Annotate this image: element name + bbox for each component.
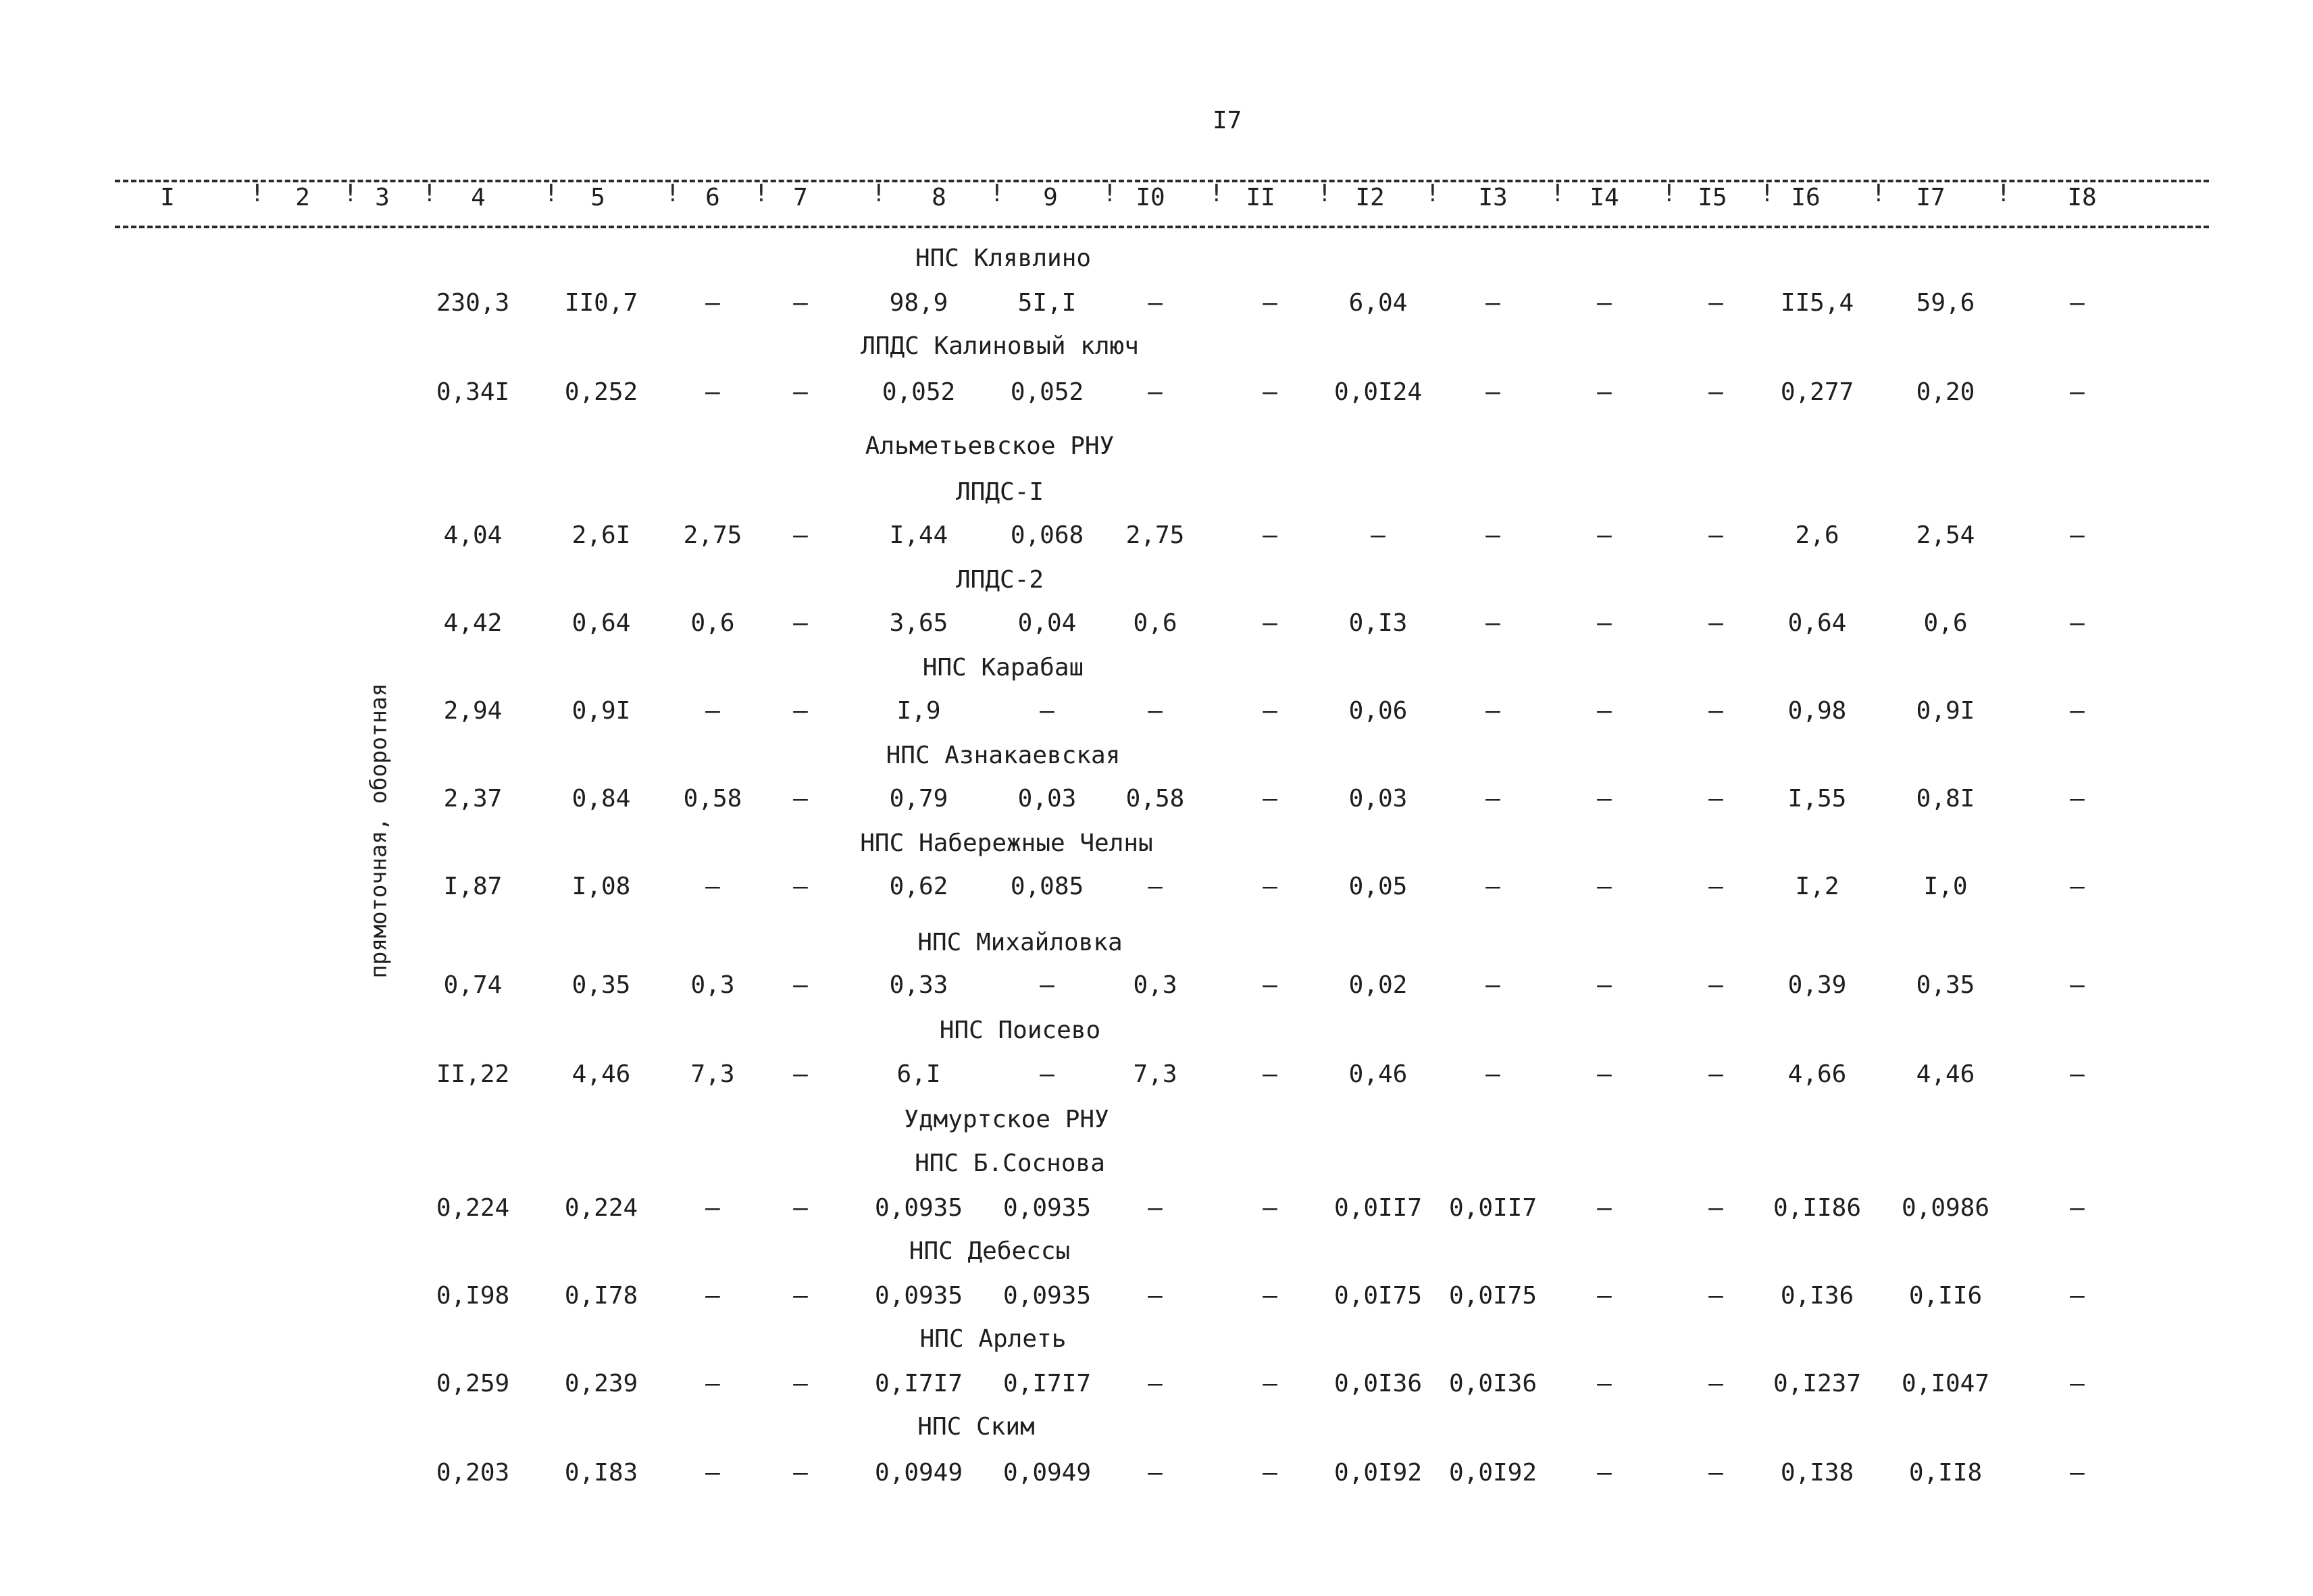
table-cell: – — [793, 873, 808, 900]
page-number: I7 — [1213, 107, 1242, 134]
table-cell: – — [1148, 1194, 1163, 1222]
table-cell: – — [1148, 1459, 1163, 1487]
table-cell: 2,6I — [571, 521, 631, 549]
table-cell: 230,3 — [436, 289, 510, 317]
section-title: НПС Поисево — [939, 1016, 1101, 1044]
column-header: 2 — [295, 184, 310, 211]
section-title: НПС Михайловка — [917, 929, 1123, 956]
table-cell: 0,9I — [1916, 697, 1975, 725]
table-cell: – — [1263, 1370, 1277, 1397]
table-cell: 0,03 — [1017, 785, 1077, 813]
table-cell: – — [705, 873, 720, 900]
table-cell: – — [1263, 289, 1277, 317]
table-cell: – — [1597, 1194, 1612, 1222]
section-title: НПС Набережные Челны — [860, 829, 1153, 857]
table-cell: 0,I83 — [564, 1459, 638, 1487]
table-cell: – — [1485, 697, 1500, 725]
table-cell: II5,4 — [1780, 289, 1854, 317]
table-cell: II,22 — [436, 1060, 510, 1088]
table-cell: – — [1708, 1459, 1723, 1487]
header-bottom-rule — [115, 226, 2209, 228]
table-cell: – — [1485, 785, 1500, 813]
table-cell: 0,252 — [564, 378, 638, 406]
table-cell: 0,58 — [1125, 785, 1185, 813]
column-header: 6 — [705, 184, 720, 211]
table-cell: – — [793, 521, 808, 549]
column-header: I5 — [1698, 184, 1727, 211]
table-cell: – — [1148, 1282, 1163, 1310]
table-cell: 0,239 — [564, 1370, 638, 1397]
table-cell: 4,42 — [443, 609, 503, 637]
table-cell: – — [1708, 1282, 1723, 1310]
table-cell: – — [1597, 873, 1612, 900]
table-cell: – — [2070, 971, 2085, 999]
table-cell: – — [1485, 971, 1500, 999]
table-cell: 0,64 — [571, 609, 631, 637]
table-cell: – — [1040, 971, 1054, 999]
column-header: I — [160, 184, 175, 211]
table-cell: – — [1597, 785, 1612, 813]
table-cell: 4,46 — [1916, 1060, 1975, 1088]
table-cell: 0,I047 — [1901, 1370, 1990, 1397]
column-separator: ! — [1871, 180, 1886, 207]
column-header: 5 — [590, 184, 605, 211]
table-cell: 0,0I24 — [1333, 378, 1423, 406]
table-cell: 0,0935 — [874, 1194, 963, 1222]
table-cell: – — [793, 1370, 808, 1397]
table-cell: – — [1263, 1060, 1277, 1088]
table-cell: 0,34I — [436, 378, 510, 406]
column-separator: ! — [343, 180, 358, 207]
table-cell: – — [1708, 1370, 1723, 1397]
column-header: II — [1246, 184, 1275, 211]
table-cell: 0,35 — [571, 971, 631, 999]
table-cell: – — [1263, 697, 1277, 725]
table-cell: 0,0986 — [1901, 1194, 1990, 1222]
table-cell: 2,75 — [683, 521, 742, 549]
table-cell: – — [793, 971, 808, 999]
column-separator: ! — [754, 180, 769, 207]
table-cell: 0,0I36 — [1333, 1370, 1423, 1397]
table-cell: 5I,I — [1017, 289, 1077, 317]
column-separator: ! — [1996, 180, 2011, 207]
table-cell: 0,58 — [683, 785, 742, 813]
table-cell: – — [2070, 1459, 2085, 1487]
table-cell: – — [1708, 873, 1723, 900]
table-cell: – — [1148, 1370, 1163, 1397]
table-cell: – — [793, 697, 808, 725]
table-cell: 0,35 — [1916, 971, 1975, 999]
table-cell: 98,9 — [889, 289, 948, 317]
table-cell: 0,0II7 — [1448, 1194, 1537, 1222]
table-cell: – — [793, 289, 808, 317]
table-cell: – — [1597, 1459, 1612, 1487]
table-cell: 0,085 — [1010, 873, 1084, 900]
table-cell: – — [705, 1282, 720, 1310]
table-cell: 0,0I75 — [1448, 1282, 1537, 1310]
table-cell: – — [1708, 1060, 1723, 1088]
table-cell: 0,0949 — [874, 1459, 963, 1487]
table-cell: – — [1597, 609, 1612, 637]
column-header: 3 — [375, 184, 390, 211]
table-cell: – — [1148, 289, 1163, 317]
table-cell: – — [1485, 1060, 1500, 1088]
column-separator: ! — [422, 180, 437, 207]
section-title: ЛПДС Калиновый ключ — [861, 332, 1139, 360]
table-cell: 0,74 — [443, 971, 503, 999]
table-cell: – — [1597, 289, 1612, 317]
table-cell: – — [2070, 1194, 2085, 1222]
table-cell: – — [1263, 785, 1277, 813]
table-cell: 0,II8 — [1908, 1459, 1983, 1487]
table-cell: 0,224 — [436, 1194, 510, 1222]
table-cell: 0,052 — [1010, 378, 1084, 406]
section-title: НПС Азнакаевская — [886, 742, 1121, 769]
table-cell: I,55 — [1787, 785, 1847, 813]
table-cell: – — [1263, 971, 1277, 999]
table-cell: 0,05 — [1348, 873, 1408, 900]
table-cell: – — [793, 378, 808, 406]
section-title: НПС Дебессы — [909, 1237, 1071, 1265]
table-cell: 0,I7I7 — [874, 1370, 963, 1397]
table-cell: – — [2070, 378, 2085, 406]
table-cell: – — [1263, 1282, 1277, 1310]
table-cell: 2,75 — [1125, 521, 1185, 549]
table-cell: 0,8I — [1916, 785, 1975, 813]
table-cell: 0,0949 — [1002, 1459, 1092, 1487]
table-cell: – — [705, 378, 720, 406]
table-cell: 4,46 — [571, 1060, 631, 1088]
table-cell: – — [2070, 873, 2085, 900]
table-cell: – — [1597, 1060, 1612, 1088]
table-cell: – — [793, 1194, 808, 1222]
table-cell: – — [1148, 697, 1163, 725]
table-cell: – — [1708, 289, 1723, 317]
table-cell: 0,64 — [1787, 609, 1847, 637]
column-header: I0 — [1136, 184, 1165, 211]
table-cell: – — [1148, 873, 1163, 900]
column-separator: ! — [544, 180, 559, 207]
table-cell: – — [2070, 609, 2085, 637]
table-cell: – — [1485, 873, 1500, 900]
table-cell: 2,54 — [1916, 521, 1975, 549]
table-cell: 0,6 — [1923, 609, 1968, 637]
table-cell: 0,I237 — [1773, 1370, 1862, 1397]
section-title: НПС Карабаш — [922, 654, 1084, 681]
table-cell: – — [2070, 697, 2085, 725]
table-cell: – — [1597, 1282, 1612, 1310]
column-header: 7 — [793, 184, 808, 211]
table-cell: 0,277 — [1780, 378, 1854, 406]
column-separator: ! — [1662, 180, 1677, 207]
table-cell: – — [793, 785, 808, 813]
table-cell: 0,04 — [1017, 609, 1077, 637]
table-cell: – — [1597, 378, 1612, 406]
table-cell: 0,203 — [436, 1459, 510, 1487]
table-cell: – — [1708, 785, 1723, 813]
table-cell: 6,I — [896, 1060, 941, 1088]
table-cell: I,87 — [443, 873, 503, 900]
table-cell: 0,I98 — [436, 1282, 510, 1310]
table-cell: 0,I7I7 — [1002, 1370, 1092, 1397]
table-cell: – — [1148, 378, 1163, 406]
table-cell: – — [1708, 521, 1723, 549]
column-header: I6 — [1791, 184, 1821, 211]
table-cell: 0,0935 — [1002, 1194, 1092, 1222]
table-cell: – — [793, 1282, 808, 1310]
column-header: I2 — [1355, 184, 1385, 211]
section-title: НПС Арлеть — [919, 1325, 1067, 1353]
table-cell: – — [1485, 378, 1500, 406]
table-cell: 0,33 — [889, 971, 948, 999]
column-separator: ! — [1550, 180, 1565, 207]
table-cell: – — [1708, 378, 1723, 406]
table-cell: 7,3 — [1133, 1060, 1177, 1088]
table-cell: 0,3 — [690, 971, 735, 999]
table-cell: 0,I3 — [1348, 609, 1408, 637]
table-cell: – — [1040, 697, 1054, 725]
column-separator: ! — [1317, 180, 1332, 207]
table-cell: 0,068 — [1010, 521, 1084, 549]
table-cell: 0,6 — [1133, 609, 1177, 637]
table-cell: – — [793, 1459, 808, 1487]
table-cell: 0,0II7 — [1333, 1194, 1423, 1222]
table-cell: – — [1708, 697, 1723, 725]
column-header: I3 — [1478, 184, 1508, 211]
table-cell: II0,7 — [564, 289, 638, 317]
column-separator: ! — [1760, 180, 1775, 207]
table-cell: 0,03 — [1348, 785, 1408, 813]
table-cell: 0,46 — [1348, 1060, 1408, 1088]
section-title: НПС Ским — [917, 1413, 1035, 1441]
table-cell: – — [705, 289, 720, 317]
table-cell: – — [1263, 1459, 1277, 1487]
section-title: Удмуртское РНУ — [904, 1106, 1109, 1133]
table-cell: 0,0935 — [874, 1282, 963, 1310]
table-cell: 3,65 — [889, 609, 948, 637]
table-cell: – — [1597, 521, 1612, 549]
table-cell: – — [1485, 521, 1500, 549]
table-cell: 0,3 — [1133, 971, 1177, 999]
table-cell: 0,84 — [571, 785, 631, 813]
table-cell: 2,6 — [1795, 521, 1839, 549]
table-cell: 0,0935 — [1002, 1282, 1092, 1310]
side-label: прямоточная, оборотная — [365, 683, 392, 979]
column-header: I8 — [2067, 184, 2097, 211]
table-cell: – — [2070, 1370, 2085, 1397]
table-cell: I,2 — [1795, 873, 1839, 900]
table-cell: 0,259 — [436, 1370, 510, 1397]
column-separator: ! — [871, 180, 886, 207]
table-cell: I,0 — [1923, 873, 1968, 900]
section-title: НПС Клявлино — [915, 244, 1092, 272]
column-separator: ! — [250, 180, 265, 207]
column-header: I4 — [1590, 184, 1619, 211]
table-cell: 0,98 — [1787, 697, 1847, 725]
table-cell: 0,0I36 — [1448, 1370, 1537, 1397]
table-cell: – — [1597, 697, 1612, 725]
table-cell: – — [1371, 521, 1386, 549]
table-cell: 0,0I92 — [1448, 1459, 1537, 1487]
table-cell: – — [1263, 521, 1277, 549]
table-cell: 2,94 — [443, 697, 503, 725]
table-cell: – — [1263, 1194, 1277, 1222]
table-cell: I,08 — [571, 873, 631, 900]
table-cell: – — [1708, 1194, 1723, 1222]
table-cell: 59,6 — [1916, 289, 1975, 317]
column-separator: ! — [1209, 180, 1224, 207]
table-cell: – — [793, 1060, 808, 1088]
table-cell: – — [1597, 971, 1612, 999]
section-title: ЛПДС-2 — [955, 566, 1044, 594]
table-cell: 0,39 — [1787, 971, 1847, 999]
column-separator: ! — [1425, 180, 1440, 207]
table-cell: – — [2070, 289, 2085, 317]
table-cell: 0,052 — [882, 378, 956, 406]
table-cell: – — [2070, 1282, 2085, 1310]
table-cell: I,9 — [896, 697, 941, 725]
table-cell: 0,9I — [571, 697, 631, 725]
section-title: Альметьевское РНУ — [865, 432, 1115, 460]
column-header: 9 — [1043, 184, 1058, 211]
table-cell: 0,224 — [564, 1194, 638, 1222]
table-cell: 0,I36 — [1780, 1282, 1854, 1310]
table-cell: 4,66 — [1787, 1060, 1847, 1088]
table-cell: – — [1040, 1060, 1054, 1088]
column-separator: ! — [665, 180, 680, 207]
table-cell: 0,II86 — [1773, 1194, 1862, 1222]
table-cell: 0,0I75 — [1333, 1282, 1423, 1310]
column-header: 8 — [932, 184, 946, 211]
column-separator: ! — [990, 180, 1005, 207]
table-cell: 0,I38 — [1780, 1459, 1854, 1487]
column-separator: ! — [1102, 180, 1117, 207]
table-cell: – — [1597, 1370, 1612, 1397]
column-header: I7 — [1916, 184, 1946, 211]
table-cell: 0,79 — [889, 785, 948, 813]
table-cell: – — [793, 609, 808, 637]
table-cell: 6,04 — [1348, 289, 1408, 317]
table-cell: – — [1708, 971, 1723, 999]
table-cell: 0,06 — [1348, 697, 1408, 725]
table-cell: – — [2070, 1060, 2085, 1088]
table-cell: – — [2070, 785, 2085, 813]
table-cell: I,44 — [889, 521, 948, 549]
table-cell: 0,I78 — [564, 1282, 638, 1310]
table-cell: – — [2070, 521, 2085, 549]
table-cell: 2,37 — [443, 785, 503, 813]
table-cell: – — [1263, 609, 1277, 637]
header-row — [0, 180, 2313, 224]
table-cell: – — [1485, 289, 1500, 317]
table-cell: – — [705, 1370, 720, 1397]
table-cell: 0,20 — [1916, 378, 1975, 406]
table-cell: 0,0I92 — [1333, 1459, 1423, 1487]
table-cell: – — [1263, 873, 1277, 900]
table-cell: 0,62 — [889, 873, 948, 900]
table-cell: 0,02 — [1348, 971, 1408, 999]
table-cell: – — [1485, 609, 1500, 637]
table-cell: – — [705, 1194, 720, 1222]
table-cell: 0,6 — [690, 609, 735, 637]
section-title: НПС Б.Соснова — [915, 1150, 1105, 1177]
table-cell: – — [705, 1459, 720, 1487]
table-cell: 0,II6 — [1908, 1282, 1983, 1310]
table-cell: – — [1708, 609, 1723, 637]
section-title: ЛПДС-I — [955, 478, 1044, 506]
column-header: 4 — [471, 184, 486, 211]
table-cell: 4,04 — [443, 521, 503, 549]
table-cell: – — [705, 697, 720, 725]
table-cell: – — [1263, 378, 1277, 406]
table-cell: 7,3 — [690, 1060, 735, 1088]
